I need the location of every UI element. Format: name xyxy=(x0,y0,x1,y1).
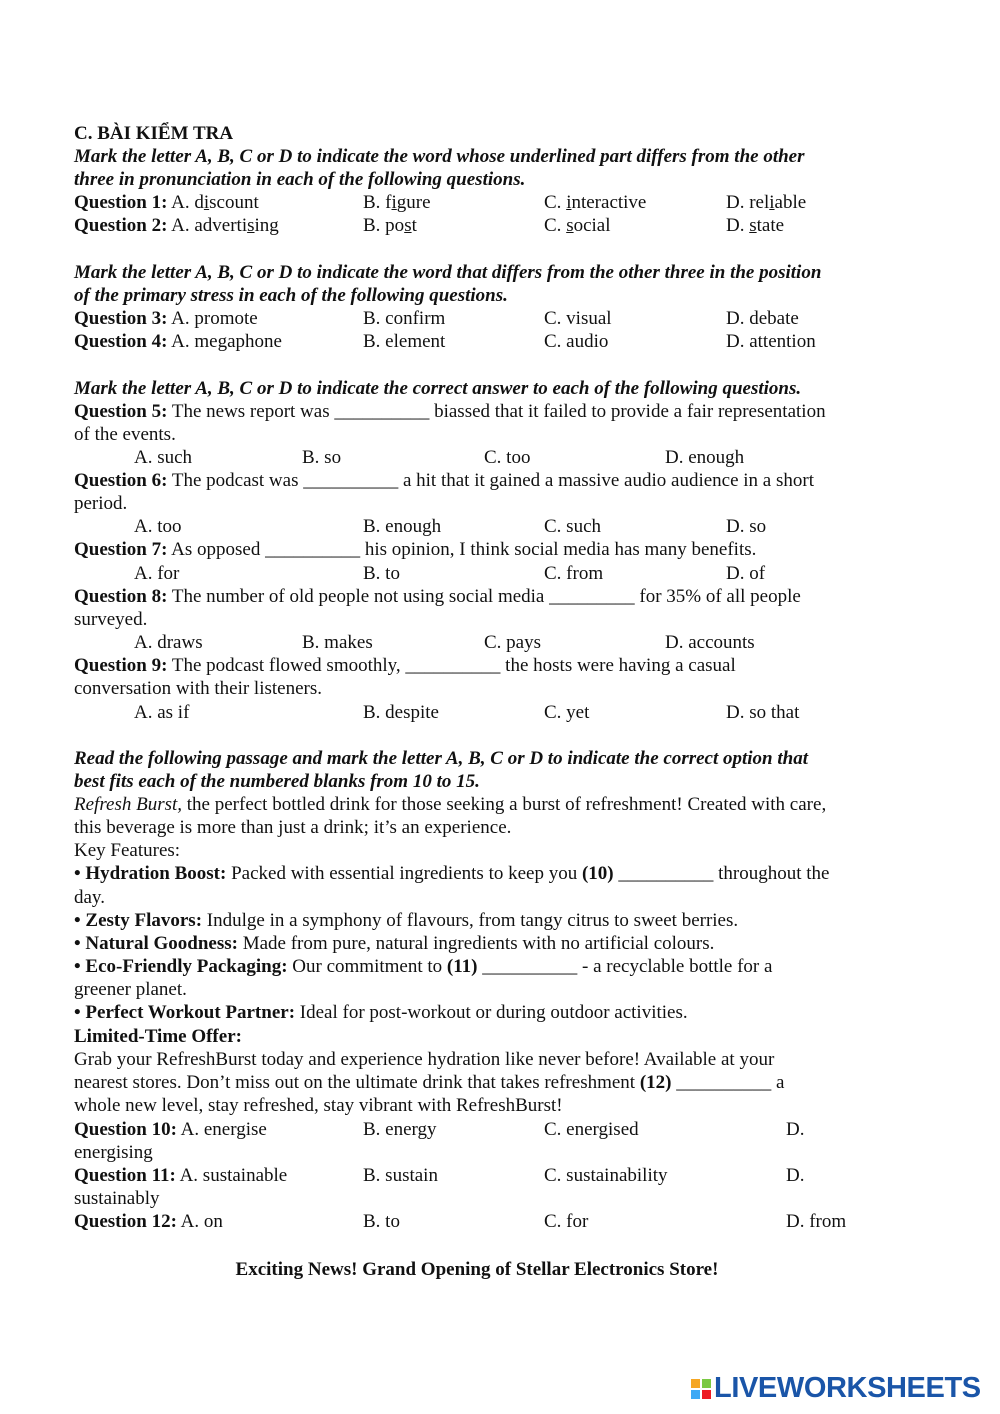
feature-workout-partner: • Perfect Workout Partner: Ideal for post-workout or during outdoor activities. xyxy=(74,1002,688,1023)
q12-option-d[interactable]: D. from xyxy=(786,1211,847,1232)
instruction-stress-line1: Mark the letter A, B, C or D to indicate the word that differs from the other three in the position xyxy=(74,262,822,283)
option-a[interactable]: A. energise xyxy=(176,1119,267,1140)
question-label: Question 6: xyxy=(74,470,168,491)
q4-option-d[interactable]: D. attention xyxy=(726,331,816,352)
question-label: Question 7: xyxy=(74,539,168,560)
question-3 xyxy=(74,307,258,330)
passage-intro-cont: this beverage is more than just a drink; it’s an experience. xyxy=(74,817,512,838)
option-a[interactable]: A. discount xyxy=(167,192,259,213)
q3-option-c[interactable]: C. visual xyxy=(544,308,612,329)
question-label: Question 10: xyxy=(74,1119,177,1140)
q6-option-a[interactable]: A. too xyxy=(134,516,182,537)
blank-11-number: (11) xyxy=(446,956,478,977)
question-label: Question 5: xyxy=(74,401,168,422)
q7-option-b[interactable]: B. to xyxy=(363,563,400,584)
blank-12[interactable]: __________ a xyxy=(671,1072,785,1093)
q3-option-d[interactable]: D. debate xyxy=(726,308,799,329)
q9-option-c[interactable]: C. yet xyxy=(544,702,590,723)
question-label: Question 3: xyxy=(74,308,168,329)
feature-eco-packaging-cont: greener planet. xyxy=(74,979,187,1000)
q10-option-d-cont[interactable]: energising xyxy=(74,1142,153,1163)
question-1 xyxy=(74,191,259,214)
instruction-passage-line2: best fits each of the numbered blanks from 10 to 15. xyxy=(74,771,480,792)
q8-option-a[interactable]: A. draws xyxy=(134,632,203,653)
question-8-text-cont: surveyed. xyxy=(74,609,148,630)
logo-blocks-icon xyxy=(691,1379,711,1399)
q9-option-a[interactable]: A. as if xyxy=(134,702,190,723)
q5-option-c[interactable]: C. too xyxy=(484,447,531,468)
q8-option-d[interactable]: D. accounts xyxy=(665,632,755,653)
q2-option-c[interactable]: C. social xyxy=(544,215,611,236)
blank-10-number: (10) xyxy=(581,863,614,884)
question-6-text-cont: period. xyxy=(74,493,128,514)
q11-option-d-cont[interactable]: sustainably xyxy=(74,1188,160,1209)
section-title: C. BÀI KIỂM TRA xyxy=(74,123,234,144)
q1-option-d[interactable]: D. reliable xyxy=(726,192,807,213)
question-9 xyxy=(74,654,736,677)
logo-block-green xyxy=(702,1379,711,1388)
q7-option-c[interactable]: C. from xyxy=(544,563,604,584)
feature-zesty-flavors: • Zesty Flavors: Indulge in a symphony of flavours, from tangy citrus to sweet berries. xyxy=(74,910,739,931)
question-10 xyxy=(74,1118,267,1141)
logo-block-orange xyxy=(691,1379,700,1388)
q10-option-b[interactable]: B. energy xyxy=(363,1119,437,1140)
option-a[interactable]: A. sustainable xyxy=(175,1165,288,1186)
offer-heading: Limited-Time Offer: xyxy=(74,1026,242,1047)
q3-option-b[interactable]: B. confirm xyxy=(363,308,446,329)
next-passage-title: Exciting News! Grand Opening of Stellar Electronics Store! xyxy=(235,1259,719,1280)
blank-12-number: (12) xyxy=(639,1072,672,1093)
q6-option-b[interactable]: B. enough xyxy=(363,516,442,537)
q11-option-d[interactable]: D. xyxy=(786,1165,805,1186)
question-label: Question 1: xyxy=(74,192,168,213)
question-text: The news report was __________ biassed that it failed to provide a fair representation xyxy=(167,401,826,422)
instruction-stress-line2: of the primary stress in each of the following questions. xyxy=(74,285,508,306)
question-label: Question 8: xyxy=(74,586,168,607)
question-label: Question 4: xyxy=(74,331,168,352)
q1-option-b[interactable]: B. figure xyxy=(363,192,431,213)
q12-option-c[interactable]: C. for xyxy=(544,1211,589,1232)
instruction-passage-line1: Read the following passage and mark the letter A, B, C or D to indicate the correct option that xyxy=(74,748,808,769)
q4-option-c[interactable]: C. audio xyxy=(544,331,609,352)
option-a[interactable]: A. promote xyxy=(167,308,258,329)
question-2 xyxy=(74,214,279,237)
question-7 xyxy=(74,538,756,561)
q2-option-d[interactable]: D. state xyxy=(726,215,785,236)
question-text: The podcast flowed smoothly, __________ the hosts were having a casual xyxy=(167,655,736,676)
instruction-pronunciation-line1: Mark the letter A, B, C or D to indicate the word whose underlined part differs from the other xyxy=(74,146,805,167)
q2-option-b[interactable]: B. post xyxy=(363,215,417,236)
logo-text: LIVEWORKSHEETS xyxy=(714,1372,981,1404)
q5-option-b[interactable]: B. so xyxy=(302,447,342,468)
offer-text-line1: Grab your RefreshBurst today and experience hydration like never before! Available at your xyxy=(74,1049,775,1070)
question-label: Question 11: xyxy=(74,1165,176,1186)
option-a[interactable]: A. megaphone xyxy=(167,331,282,352)
question-text: As opposed __________ his opinion, I think social media has many benefits. xyxy=(167,539,757,560)
question-12 xyxy=(74,1210,223,1233)
question-8 xyxy=(74,585,801,608)
q11-option-b[interactable]: B. sustain xyxy=(363,1165,438,1186)
q6-option-c[interactable]: C. such xyxy=(544,516,601,537)
q12-option-b[interactable]: B. to xyxy=(363,1211,400,1232)
instruction-correct-answer: Mark the letter A, B, C or D to indicate the correct answer to each of the following questions. xyxy=(74,378,802,399)
question-text: The podcast was __________ a hit that it gained a massive audio audience in a short xyxy=(167,470,814,491)
q9-option-d[interactable]: D. so that xyxy=(726,702,800,723)
question-5-text-cont: of the events. xyxy=(74,424,176,445)
feature-hydration-boost: • Hydration Boost: Packed with essential ingredients to keep you (10) __________ throughout the xyxy=(74,863,830,884)
blank-10[interactable]: __________ throughout the xyxy=(613,863,830,884)
feature-natural-goodness: • Natural Goodness: Made from pure, natural ingredients with no artificial colours. xyxy=(74,933,715,954)
feature-hydration-boost-cont: day. xyxy=(74,887,105,908)
q8-option-b[interactable]: B. makes xyxy=(302,632,373,653)
question-11 xyxy=(74,1164,287,1187)
offer-text-line3: whole new level, stay refreshed, stay vibrant with RefreshBurst! xyxy=(74,1095,563,1116)
question-5 xyxy=(74,400,826,423)
question-6 xyxy=(74,469,814,492)
product-name: Refresh Burst, xyxy=(74,794,183,815)
passage-intro: Refresh Burst, the perfect bottled drink for those seeking a burst of refreshment! Created with care, xyxy=(74,794,827,815)
instruction-pronunciation-line2: three in pronunciation in each of the following questions. xyxy=(74,169,526,190)
option-a[interactable]: A. advertising xyxy=(167,215,279,236)
question-label: Question 9: xyxy=(74,655,168,676)
question-label: Question 2: xyxy=(74,215,168,236)
q11-option-c[interactable]: C. sustainability xyxy=(544,1165,668,1186)
q7-option-a[interactable]: A. for xyxy=(134,563,180,584)
q7-option-d[interactable]: D. of xyxy=(726,563,766,584)
q5-option-d[interactable]: D. enough xyxy=(665,447,745,468)
logo-block-red xyxy=(702,1390,711,1399)
q10-option-c[interactable]: C. energised xyxy=(544,1119,639,1140)
offer-text-line2: nearest stores. Don’t miss out on the ultimate drink that takes refreshment (12) __________ a xyxy=(74,1072,785,1093)
q9-option-b[interactable]: B. despite xyxy=(363,702,439,723)
key-features-heading: Key Features: xyxy=(74,840,181,861)
feature-eco-packaging: • Eco-Friendly Packaging: Our commitment to (11) __________ - a recyclable bottle for a xyxy=(74,956,773,977)
q1-option-c[interactable]: C. interactive xyxy=(544,192,647,213)
question-4 xyxy=(74,330,282,353)
blank-11[interactable]: __________ - a recyclable bottle for a xyxy=(477,956,773,977)
q8-option-c[interactable]: C. pays xyxy=(484,632,541,653)
q4-option-b[interactable]: B. element xyxy=(363,331,446,352)
question-text: The number of old people not using social media _________ for 35% of all people xyxy=(167,586,801,607)
q5-option-a[interactable]: A. such xyxy=(134,447,193,468)
question-label: Question 12: xyxy=(74,1211,177,1232)
option-a[interactable]: A. on xyxy=(176,1211,223,1232)
q6-option-d[interactable]: D. so xyxy=(726,516,767,537)
liveworksheets-logo xyxy=(691,1372,981,1404)
logo-block-blue xyxy=(691,1390,700,1399)
q10-option-d[interactable]: D. xyxy=(786,1119,805,1140)
question-9-text-cont: conversation with their listeners. xyxy=(74,678,322,699)
